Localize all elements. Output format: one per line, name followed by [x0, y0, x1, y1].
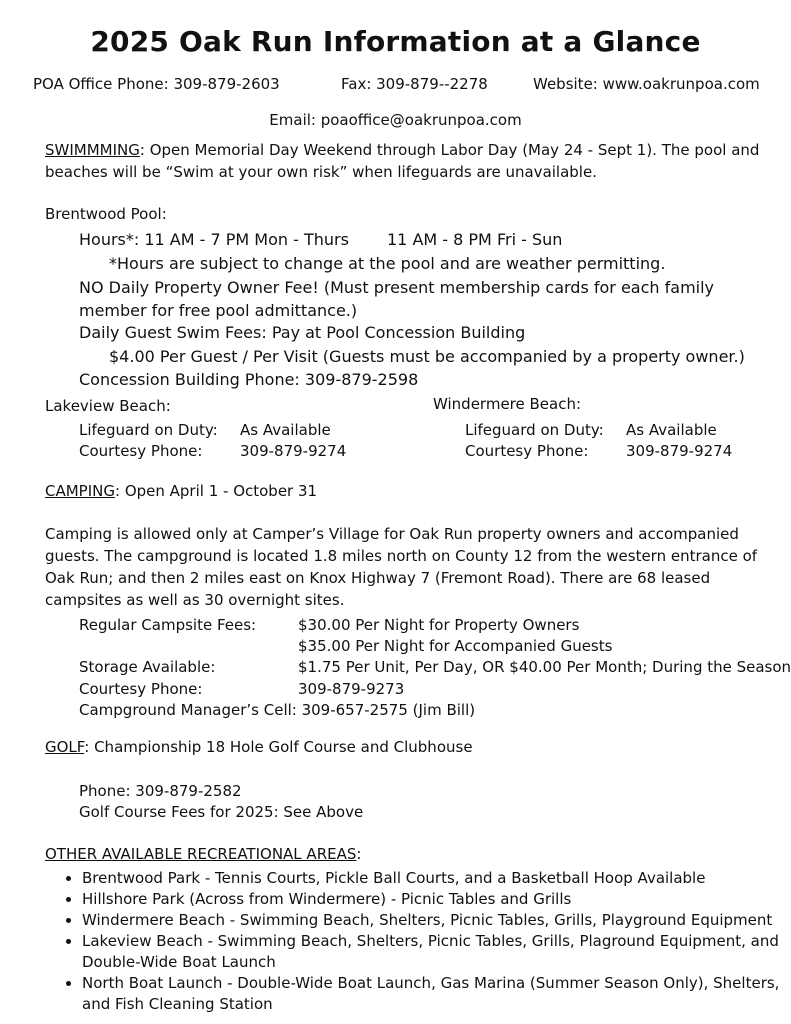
page-title: 2025 Oak Run Information at a Glance [90, 25, 701, 58]
list-item: • Hillshore Park (Across from Windermere) - Picnic Tables and Grills [82, 889, 791, 910]
pool-hours-weekend: 11 AM - 8 PM Fri - Sun [387, 230, 563, 249]
other-areas-colon: : [356, 845, 362, 863]
golf-fees: Golf Course Fees for 2025: See Above [79, 803, 364, 821]
storage-value: $1.75 Per Unit, Per Day, OR $40.00 Per Month; During the Season [298, 658, 791, 676]
golf-intro [45, 737, 473, 758]
office-phone: POA Office Phone: 309-879-2603 [33, 75, 280, 93]
golf-heading: GOLF [45, 738, 85, 756]
windermere-lifeguard-label: Lifeguard on Duty: [465, 421, 604, 439]
website: Website: www.oakrunpoa.com [533, 75, 760, 93]
pool-hours-note: *Hours are subject to change at the pool and are weather permitting. [109, 254, 666, 273]
other-areas-heading-line [45, 844, 361, 865]
lakeview-phone-label: Courtesy Phone: [79, 442, 203, 460]
owner-fee-note: NO Daily Property Owner Fee! (Must present membership cards for each family member for free pool admittance.) [79, 278, 715, 320]
recreational-areas-list [62, 868, 791, 1015]
camping-intro [45, 481, 317, 502]
other-areas-heading: OTHER AVAILABLE RECREATIONAL AREAS [45, 845, 357, 863]
campsite-fee-guests: $35.00 Per Night for Accompanied Guests [298, 637, 613, 655]
windermere-phone-value: 309-879-9274 [626, 442, 733, 460]
camping-heading: CAMPING [45, 482, 115, 500]
pool-hours-weekday: Hours*: 11 AM - 7 PM Mon - Thurs [79, 230, 349, 249]
camping-phone-value: 309-879-9273 [298, 680, 405, 698]
campsite-fees-label: Regular Campsite Fees: [79, 616, 257, 634]
swimming-intro [45, 139, 785, 183]
campground-manager: Campground Manager’s Cell: 309-657-2575 (Jim Bill) [79, 701, 476, 719]
camping-description: Camping is allowed only at Camper’s Village for Oak Run property owners and accompanied guests. The campground is located 1.8 miles north on County 12 from the western entrance of Oak Run; and then 2 miles east on Knox Highway 7 (Fremont Road). There are 68 leased campsites as well as 30 overnight sites. [45, 525, 758, 609]
windermere-lifeguard-value: As Available [626, 421, 717, 439]
camping-phone-label: Courtesy Phone: [79, 680, 203, 698]
windermere-phone-label: Courtesy Phone: [465, 442, 589, 460]
guest-swim-fees: Daily Guest Swim Fees: Pay at Pool Concession Building [79, 323, 526, 342]
golf-phone: Phone: 309-879-2582 [79, 782, 242, 800]
lakeview-phone-value: 309-879-9274 [240, 442, 347, 460]
camping-intro-text: : Open April 1 - October 31 [115, 482, 318, 500]
swimming-heading: SWIMMMING [45, 141, 140, 159]
lakeview-lifeguard-value: As Available [240, 421, 331, 439]
list-item: • Windermere Beach - Swimming Beach, Shelters, Picnic Tables, Grills, Playground Equipment [82, 910, 791, 931]
list-item: • Lakeview Beach - Swimming Beach, Shelters, Picnic Tables, Grills, Plaground Equipment, and Double-Wide Boat Launch [82, 931, 791, 973]
concession-phone: Concession Building Phone: 309-879-2598 [79, 370, 419, 389]
email: Email: poaoffice@oakrunpoa.com [269, 111, 522, 129]
fax-number: Fax: 309-879--2278 [341, 75, 488, 93]
campsite-fee-owners: $30.00 Per Night for Property Owners [298, 616, 580, 634]
guest-swim-price: $4.00 Per Guest / Per Visit (Guests must be accompanied by a property owner.) [109, 347, 745, 366]
golf-intro-text: : Championship 18 Hole Golf Course and Clubhouse [84, 738, 473, 756]
list-item: • Brentwood Park - Tennis Courts, Pickle Ball Courts, and a Basketball Hoop Available [82, 868, 791, 889]
list-item: • North Boat Launch - Double-Wide Boat Launch, Gas Marina (Summer Season Only), Shelters, and Fish Cleaning Station [82, 973, 791, 1015]
storage-label: Storage Available: [79, 658, 216, 676]
windermere-beach-label: Windermere Beach: [433, 395, 582, 413]
swimming-intro-text: : Open Memorial Day Weekend through Labor Day (May 24 - Sept 1). The pool and beaches will be “Swim at your own risk” when lifeguards are unavailable. [45, 141, 760, 181]
brentwood-pool-label: Brentwood Pool: [45, 205, 167, 223]
lakeview-beach-label: Lakeview Beach: [45, 397, 171, 415]
lakeview-lifeguard-label: Lifeguard on Duty: [79, 421, 218, 439]
